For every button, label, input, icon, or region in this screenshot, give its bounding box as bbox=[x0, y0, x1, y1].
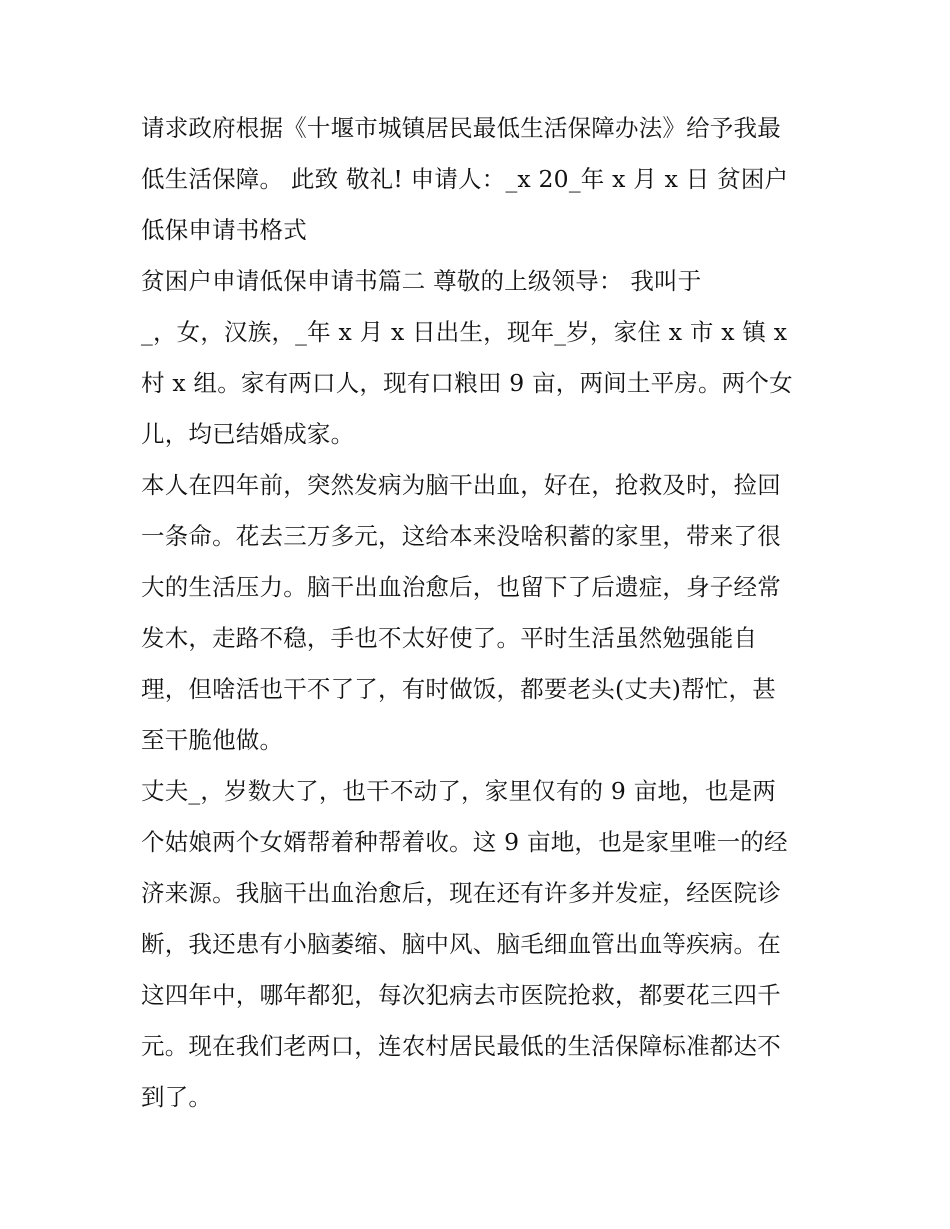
text-line: 到了。 bbox=[141, 1083, 213, 1111]
text-line: 低保申请书格式 bbox=[141, 216, 307, 244]
text-line: 请求政府根据《十堰市城镇居民最低生活保障办法》给予我最 bbox=[141, 114, 781, 142]
text-line: 断，我还患有小脑萎缩、脑中风、脑毛细血管出血等疾病。在 bbox=[141, 930, 781, 958]
document-body bbox=[141, 103, 821, 1123]
text-line: 发木，走路不稳，手也不太好使了。平时生活虽然勉强能自 bbox=[141, 624, 758, 652]
text-line: 丈夫_，岁数大了，也干不动了，家里仅有的 9 亩地，也是两 bbox=[141, 777, 776, 805]
text-line: 村 x 组。家有两口人，现有口粮田 9 亩，两间土平房。两个女 bbox=[141, 369, 793, 397]
text-line: 个姑娘两个女婿帮着种帮着收。这 9 亩地，也是家里唯一的经 bbox=[141, 828, 788, 856]
text-line: 元。现在我们老两口，连农村居民最低的生活保障标准都达不 bbox=[141, 1032, 781, 1060]
text-line: 一条命。花去三万多元，这给本来没啥积蓄的家里，带来了很 bbox=[141, 522, 781, 550]
text-line: 大的生活压力。脑干出血治愈后，也留下了后遗症，身子经常 bbox=[141, 573, 781, 601]
text-line: 贫困户申请低保申请书篇二 尊敬的上级领导： 我叫于 bbox=[141, 267, 702, 295]
text-line: 这四年中，哪年都犯，每次犯病去市医院抢救，都要花三四千 bbox=[141, 981, 781, 1009]
text-line: 儿，均已结婚成家。 bbox=[141, 420, 355, 448]
text-line: 低生活保障。 此致 敬礼! 申请人：_x 20_年 x 月 x 日 贫困户 bbox=[141, 165, 789, 193]
text-line: 济来源。我脑干出血治愈后，现在还有许多并发症，经医院诊 bbox=[141, 879, 781, 907]
text-line: 本人在四年前，突然发病为脑干出血，好在，抢救及时，捡回 bbox=[141, 471, 781, 499]
text-line: 理，但啥活也干不了了，有时做饭，都要老头(丈夫)帮忙，甚 bbox=[141, 675, 776, 703]
text-line: 至干脆他做。 bbox=[141, 726, 284, 754]
text-line: _，女，汉族，_年 x 月 x 日出生，现年_岁，家住 x 市 x 镇 x bbox=[141, 318, 788, 346]
